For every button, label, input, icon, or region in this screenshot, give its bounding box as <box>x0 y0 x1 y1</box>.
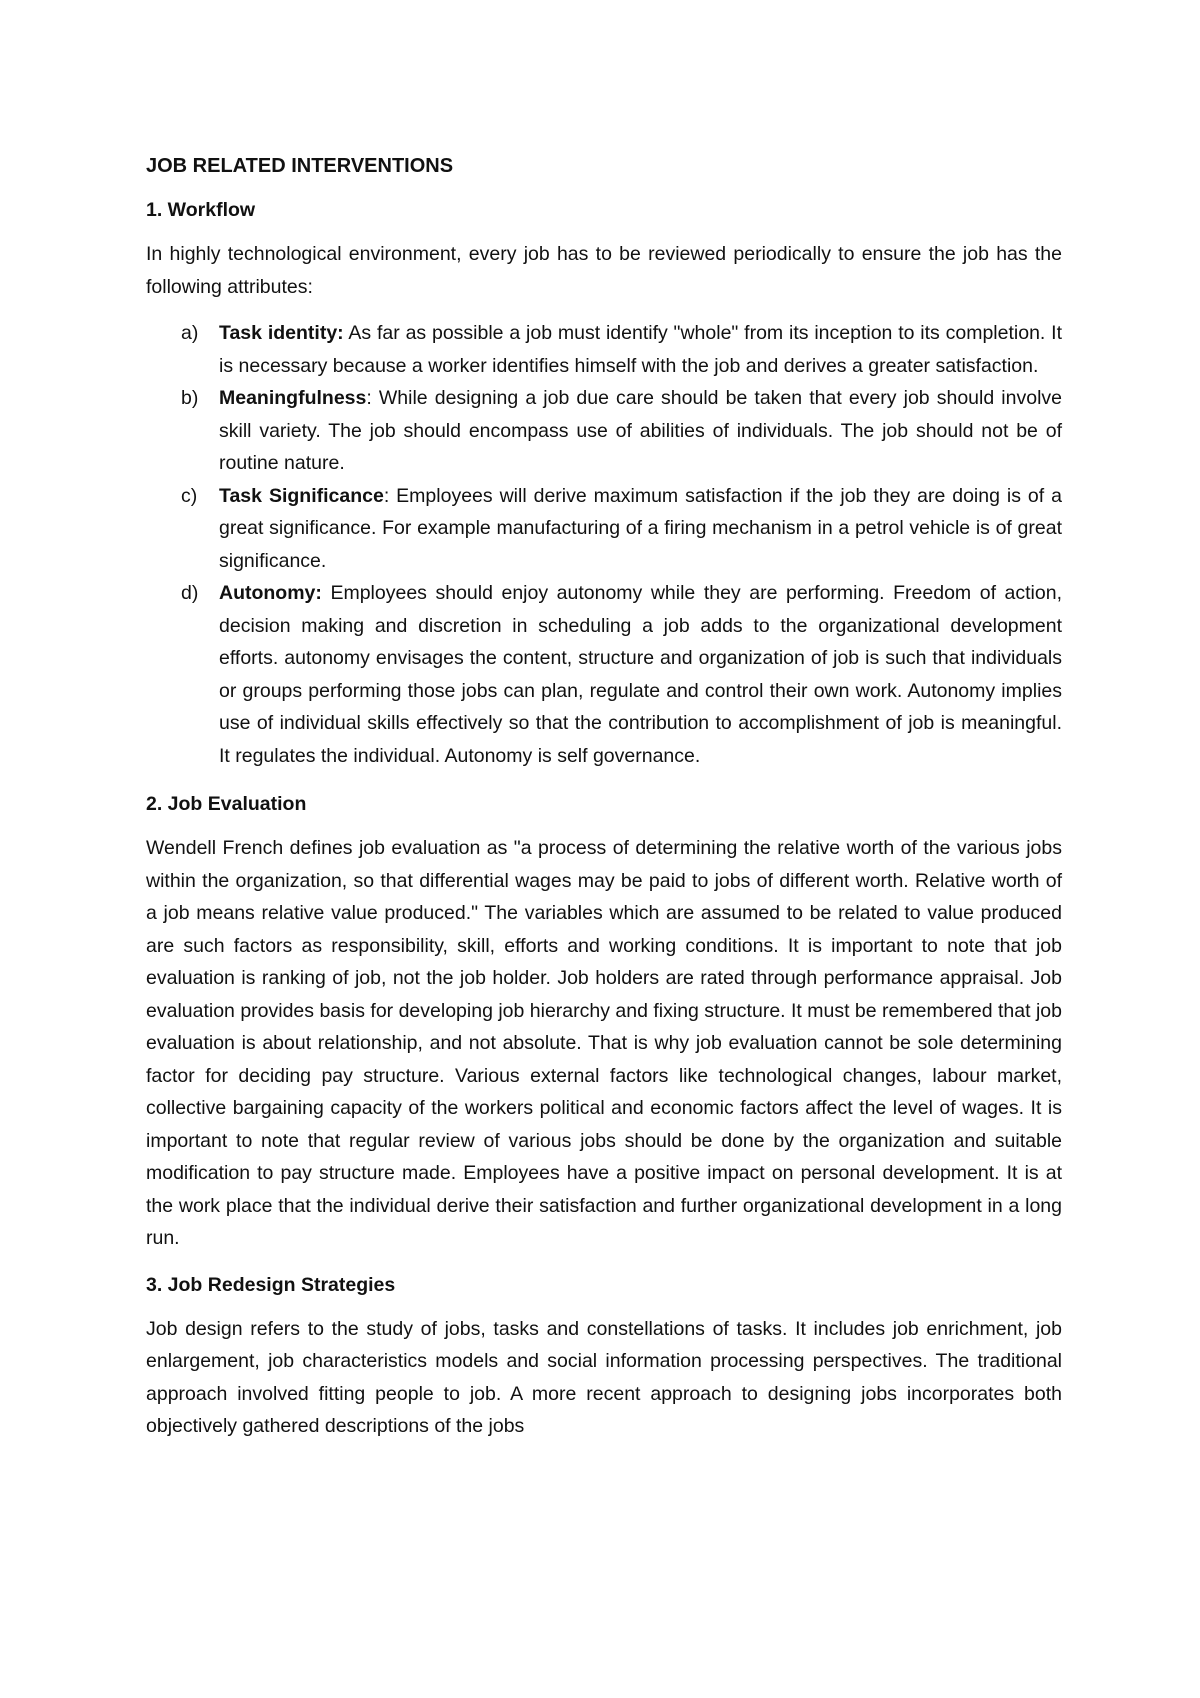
term-task-significance: Task Significance <box>219 484 384 507</box>
section-heading-job-redesign: 3. Job Redesign Strategies <box>146 1273 396 1296</box>
list-marker: d) <box>181 582 199 604</box>
term-autonomy: Autonomy: <box>219 582 322 604</box>
section-workflow <box>146 194 1062 772</box>
list-marker: c) <box>181 484 198 507</box>
definition-task-significance: : Employees will derive maximum satisfaction if the job they are doing is of a great significance. For example manufacturing of a firing mechanism in a petrol vehicle is of great significance. <box>219 484 1062 572</box>
document-page <box>146 150 1062 1457</box>
term-task-identity: Task identity: <box>219 322 344 344</box>
list-marker: b) <box>181 387 199 409</box>
job-evaluation-paragraph: Wendell French defines job evaluation as "a process of determining the relative worth of the various jobs within the organization, so that differential wages may be paid to jobs of different worth. Relative worth of a job means relative value produced." The variables which are assumed to be related to value produced are such factors as responsibility, skill, efforts and working conditions. It is important to note that job evaluation is ranking of job, not the job holder. Job holders are rated through performance appraisal. Job evaluation provides basis for developing job hierarchy and fixing structure. It must be remembered that job evaluation is about relationship, and not absolute. That is why job evaluation cannot be sole determining factor for deciding pay structure. Various external factors like technological changes, labour market, collective bargaining capacity of the workers political and economic factors affect the level of wages. It is important to note that regular review of various jobs should be done by the organization and suitable modification to pay structure made. Employees have a positive impact on personal development. It is at the work place that the individual derive their satisfaction and further organizational development in a long run. <box>146 837 1062 1249</box>
list-marker: a) <box>181 322 199 344</box>
definition-task-identity: As far as possible a job must identify "whole" from its inception to its completion. It is necessary because a worker identifies himself with the job and derives a greater satisfaction. <box>219 322 1062 377</box>
section-heading-job-evaluation: 2. Job Evaluation <box>146 793 307 815</box>
workflow-intro-paragraph: In highly technological environment, every job has to be reviewed periodically to ensure the job has the following attributes: <box>146 243 1062 298</box>
definition-autonomy: Employees should enjoy autonomy while they are performing. Freedom of action, decision making and discretion in scheduling a job adds to the organizational development efforts. autonomy envisages the content, structure and organization of job is such that individuals or groups performing those jobs can plan, regulate and control their own work. Autonomy implies use of individual skills effectively so that the contribution to accomplishment of job is meaningful. It regulates the individual. Autonomy is self governance. <box>219 582 1062 767</box>
section-job-redesign <box>146 1269 1062 1443</box>
section-job-evaluation <box>146 788 1062 1255</box>
document-title: JOB RELATED INTERVENTIONS <box>146 155 454 177</box>
definition-meaningfulness: : While designing a job due care should be taken that every job should involve skill variety. The job should encompass use of abilities of individuals. The job should not be of routine nature. <box>219 387 1062 474</box>
section-heading-workflow: 1. Workflow <box>146 199 256 221</box>
list-item-task-identity <box>146 317 1062 382</box>
list-item-task-significance <box>146 480 1062 578</box>
job-redesign-paragraph: Job design refers to the study of jobs, tasks and constellations of tasks. It includes job enrichment, job enlargement, job characteristics models and social information processing perspectives. The traditional approach involved fitting people to job. A more recent approach to designing jobs incorporates both objectively gathered descriptions of the jobs <box>146 1317 1062 1437</box>
term-meaningfulness: Meaningfulness <box>219 387 367 409</box>
attribute-list <box>146 317 1062 772</box>
list-item-meaningfulness <box>146 382 1062 480</box>
list-item-autonomy <box>146 577 1062 772</box>
